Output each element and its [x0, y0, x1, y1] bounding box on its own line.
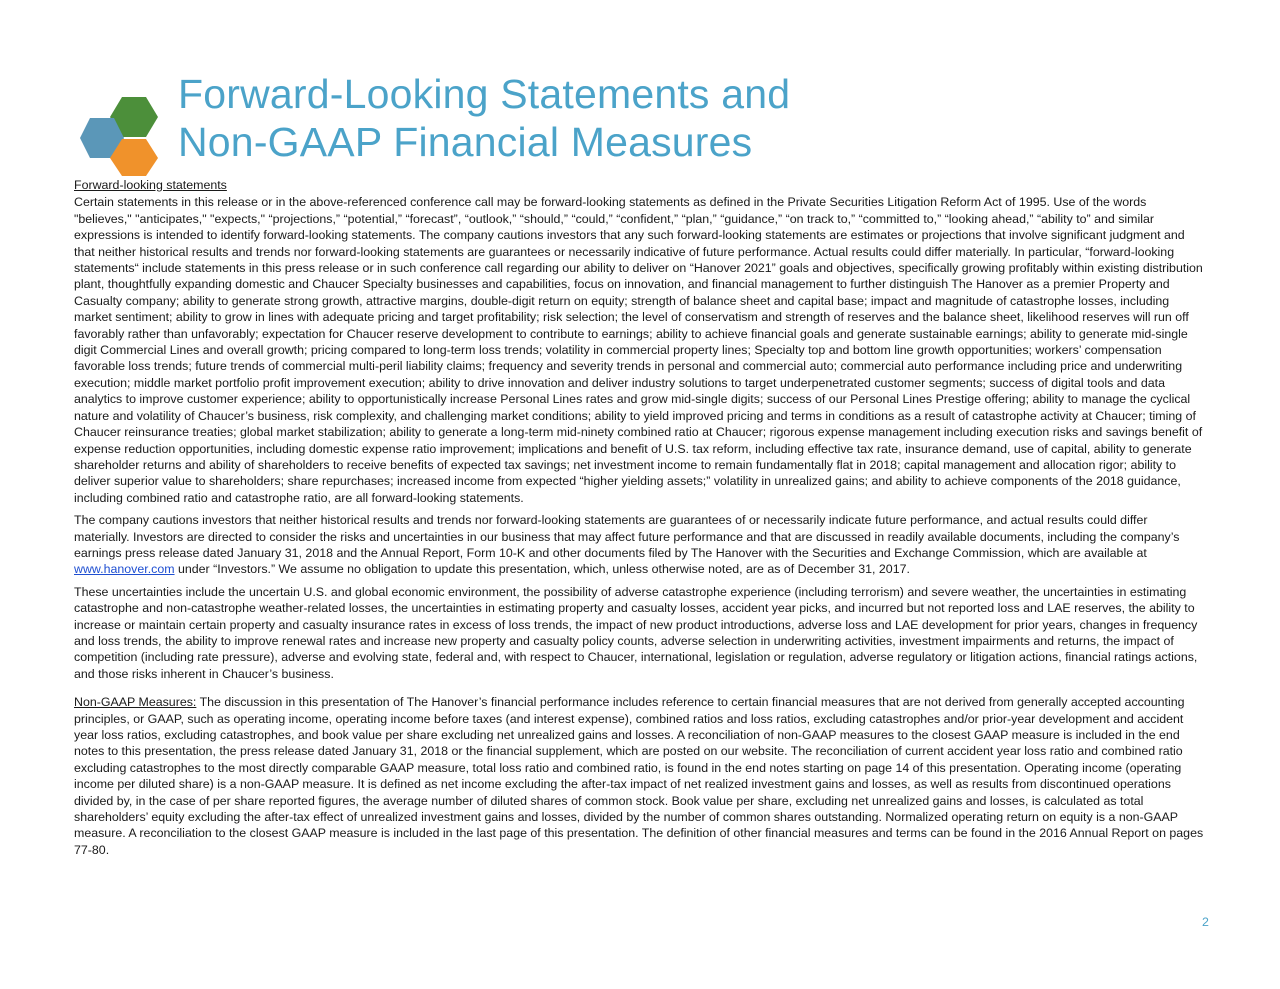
title-line-2: Non-GAAP Financial Measures — [178, 119, 753, 165]
forward-looking-paragraph: Certain statements in this release or in the above-referenced conference call may be forward-looking statements as defined in the Private Securities Litigation Reform Act of 1995. Use of the words "believes," "anticipates," "expects," “projections,” “potential,” “forecast”, “outlook,” “should,” “could,” “confident,” “plan,” “guidance,” “on track to,” “committed to,” “looking ahead,” “ability to” and similar expressions is intended to identify forward-looking statements. The company cautions investors that any such forward-looking statements are estimates or projections that involve significant judgment and that neither historical results and trends nor forward-looking statements are guarantees or necessarily indicative of future performance. Actual results could differ materially. In particular, “forward-looking statements“ include statements in this press release or in such conference call regarding our ability to deliver on “Hanover 2021” goals and objectives, specifically growing profitably within existing distribution plant, thoughtfully expanding domestic and Chaucer Specialty businesses and capabilities, focus on innovation, and financial management to further distinguish The Hanover as a premier Property and Casualty company; ability to generate strong growth, attractive margins, double-digit return on equity; strength of balance sheet and capital base; impact and magnitude of catastrophe losses, including market sentiment; ability to grow in lines with adequate pricing and target profitability; risk selection; the level of conservatism and strength of reserves and the balance sheet, likelihood reserves will run off favorably rather than unfavorably; expectation for Chaucer reserve development to contribute to earnings; ability to achieve financial goals and generate sustainable earnings; ability to generate mid-single digit Commercial Lines and overall growth; pricing compared to long-term loss trends; volatility in commercial property lines; Specialty top and bottom line growth opportunities; workers’ compensation favorable loss trends; future trends of commercial multi-peril liability claims; frequency and severity trends in personal and commercial auto; commercial auto performance including price and underwriting execution; middle market portfolio profit improvement execution; ability to drive innovation and deliver industry solutions to target underpenetrated customer segments; success of digital tools and data analytics to improve customer experience; ability to opportunistically increase Personal Lines rates and grow mid-single digits; success of our Personal Lines Prestige offering; ability to manage the cyclical nature and volatility of Chaucer’s business, risk complexity, and challenging market conditions; ability to yield improved pricing and terms in conditions as a result of catastrophe activity at Chaucer; timing of Chaucer reinsurance treaties; global market stabilization; ability to generate a long-term mid-ninety combined ratio at Chaucer; rigorous expense management including execution risks and savings benefit of expense reduction opportunities, including domestic expense ratio improvement; implications and benefit of U.S. tax reform, including effective tax rate, insurance demand, use of capital, ability to generate shareholder returns and ability of shareholders to receive benefits of expected tax savings; net investment income to remain fundamentally flat in 2018; capital management and allocation rigor; ability to deliver superior value to shareholders; share repurchases; increased income from expected “higher yielding assets;” volatility in unrealized gains; and ability to achieve components of the 2018 guidance, including combined ratio and catastrophe ratio, are all forward-looking statements. — [74, 195, 1203, 505]
company-logo — [78, 96, 162, 176]
page-number: 2 — [1202, 915, 1209, 929]
page-title — [178, 70, 790, 166]
non-gaap-heading: Non-GAAP Measures: — [74, 695, 197, 710]
document-body — [74, 177, 1204, 864]
cautions-text-end: under “Investors.” We assume no obligation to update this presentation, which, unless otherwise noted, are as of December 31, 2017. — [174, 562, 910, 577]
cautions-paragraph — [74, 512, 1204, 578]
non-gaap-paragraph — [74, 694, 1204, 858]
cautions-text-start: The company cautions investors that neither historical results and trends nor forward-looking statements are guarantees of or necessarily indicate future performance, and actual results could differ materially. Investors are directed to consider the risks and uncertainties in our business that may affect future performance and that are discussed in readily available documents, including the company’s earnings press release dated January 31, 2018 and the Annual Report, Form 10-K and other documents filed by The Hanover with the Securities and Exchange Commission, which are available at — [74, 513, 1180, 560]
uncertainties-paragraph: These uncertainties include the uncertain U.S. and global economic environment, the possibility of adverse catastrophe experience (including terrorism) and severe weather, the uncertainties in estimating catastrophe and non-catastrophe weather-related losses, the uncertainties in estimating property and casualty losses, accident year picks, and incurred but not reported loss and LAE reserves, the ability to increase or maintain certain property and casualty insurance rates in excess of loss trends, the impact of new product introductions, adverse loss and LAE development for prior years, changes in frequency and loss trends, the ability to improve renewal rates and increase new property and casualty policy counts, adverse selection in underwriting activities, investment impairments and returns, the impact of competition (including rate pressure), adverse and evolving state, federal and, with respect to Chaucer, international, legislation or regulation, adverse regulatory or litigation actions, financial ratings actions, and those risks inherent in Chaucer’s business. — [74, 584, 1198, 681]
hanover-website-link[interactable]: www.hanover.com — [74, 562, 175, 577]
forward-looking-heading: Forward-looking statements — [74, 178, 227, 192]
non-gaap-text: The discussion in this presentation of The Hanover’s financial performance includes reference to certain financial measures that are not derived from generally accepted accounting principles, or GAAP, such as operating income, operating income before taxes (and interest expense), combined ratios and loss ratios, excluding catastrophes and/or prior-year development and accident year loss ratios, excluding catastrophes, and book value per share excluding net unrealized gains and losses. A reconciliation of non-GAAP measures to the closest GAAP measure is included in the end notes to this presentation, the press release dated January 31, 2018 or the financial supplement, which are posted on our website. The reconciliation of current accident year loss ratio and combined ratio excluding catastrophes to the most directly comparable GAAP measure, total loss ratio and combined ratio, is found in the end notes starting on page 14 of this presentation. Operating income (operating income per diluted share) is a non-GAAP measure. It is defined as net income excluding the after-tax impact of net realized investment gains and losses, as well as results from discontinued operations divided by, in the case of per share reported figures, the average number of diluted shares of common stock. Book value per share, excluding net unrealized gains and losses, is calculated as total shareholders’ equity excluding the after-tax effect of unrealized investment gains and losses, divided by the number of common shares outstanding. Normalized operating return on equity is a non-GAAP measure. A reconciliation to the closest GAAP measure is included in the last page of this presentation. The definition of other financial measures and terms can be found in the 2016 Annual Report on pages 77-80. — [74, 695, 1204, 857]
title-line-1: Forward-Looking Statements and — [178, 71, 791, 117]
